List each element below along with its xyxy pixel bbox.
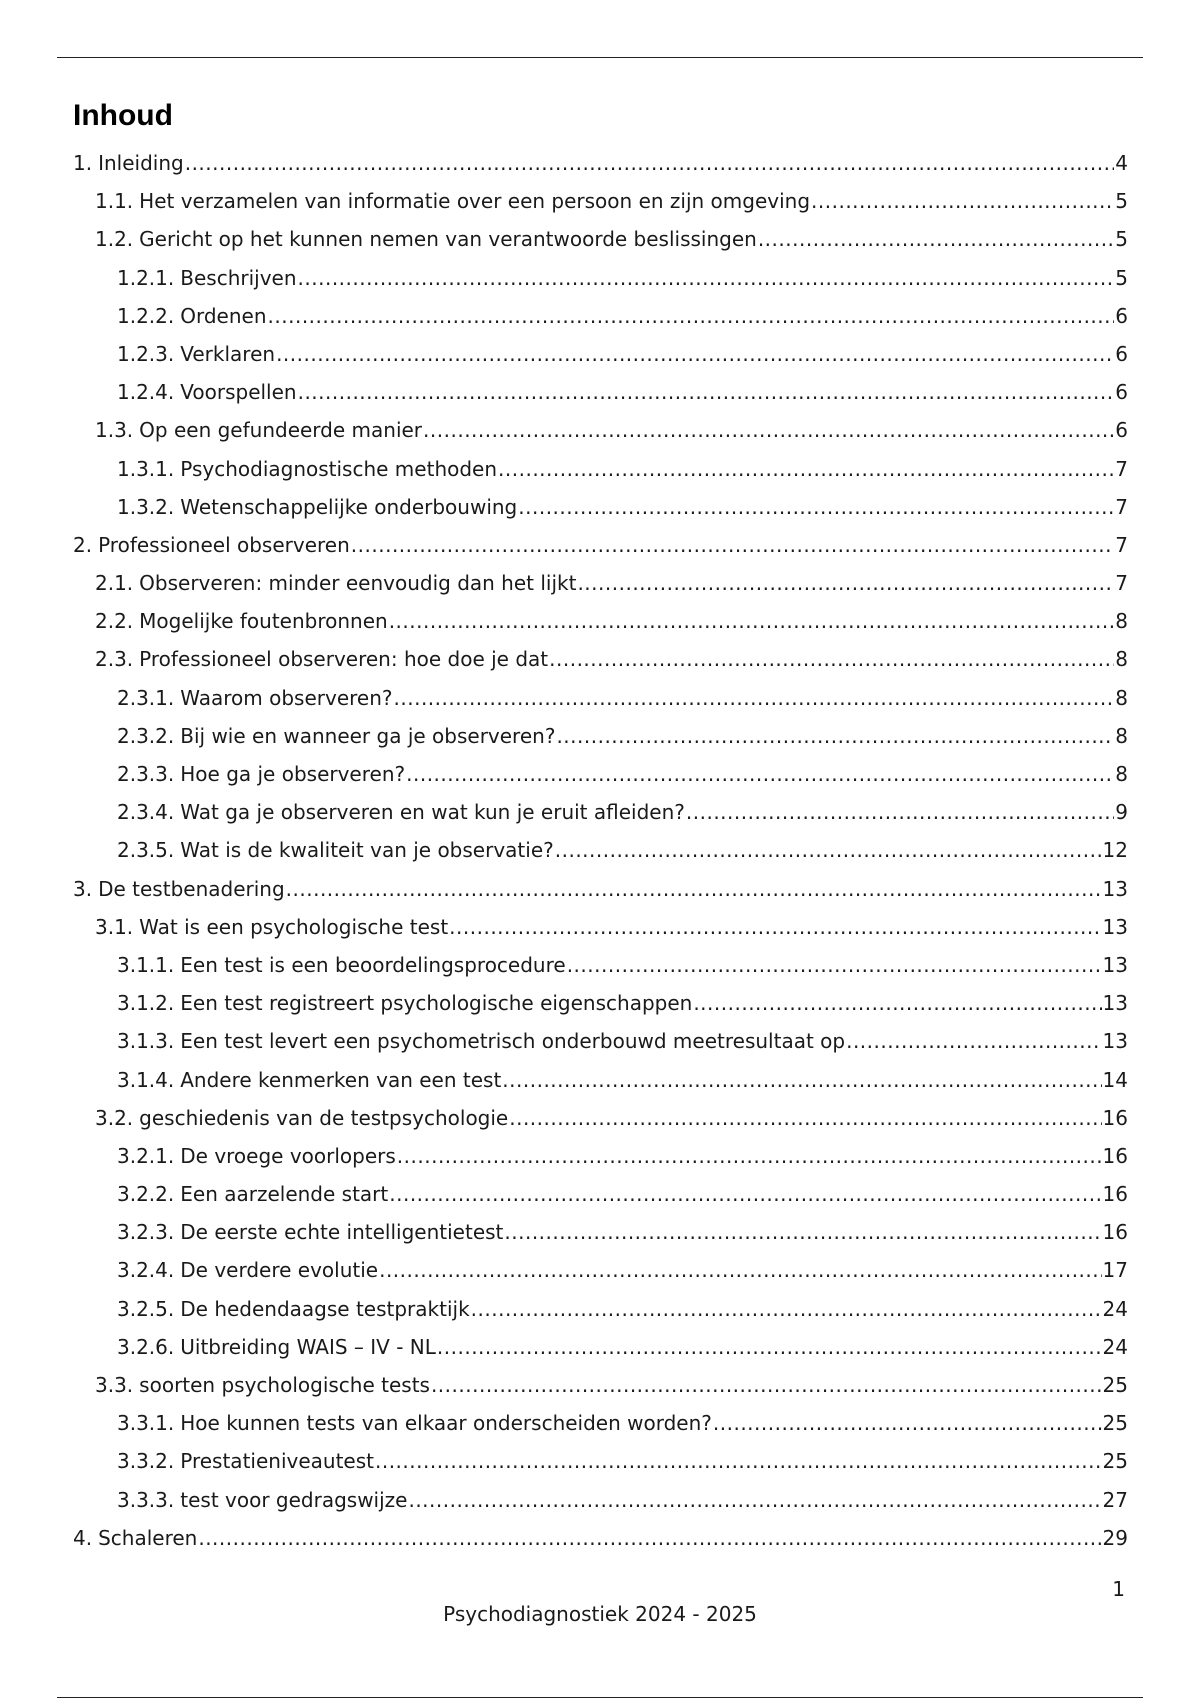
toc-dot-leader [198, 1519, 1101, 1557]
toc-entry-page: 7 [1115, 456, 1128, 481]
toc-entry-title: test voor gedragswijze [180, 1487, 408, 1512]
toc-entry-page: 5 [1115, 265, 1128, 290]
toc-entry-page: 8 [1115, 685, 1128, 710]
toc-entry[interactable] [73, 1328, 1128, 1366]
toc-entry[interactable] [73, 1404, 1128, 1442]
toc-entry-number: 3.1.3. [117, 1029, 175, 1054]
toc-entry-number: 1.2. [95, 227, 134, 252]
toc-entry-page: 5 [1115, 227, 1128, 252]
toc-entry-page: 4 [1115, 151, 1128, 175]
toc-entry-number: 3.1.1. [117, 952, 175, 977]
toc-entry-title: Hoe ga je observeren? [180, 762, 406, 786]
toc-entry-number: 3.3.1. [117, 1411, 175, 1436]
toc-entry[interactable] [73, 526, 1128, 564]
toc-entry-page: 9 [1115, 800, 1128, 825]
toc-entry-number: 2.3.1. [117, 685, 175, 710]
toc-dot-leader [406, 755, 1114, 793]
toc-entry-title: De eerste echte intelligentietest [180, 1220, 504, 1245]
toc-entry[interactable] [73, 564, 1128, 602]
toc-entry-number: 3.1.4. [117, 1067, 175, 1092]
toc-entry-number: 3.2.3. [117, 1220, 175, 1245]
toc-entry-number: 3.1. [95, 914, 134, 939]
toc-entry-title: Ordenen [180, 303, 267, 328]
toc-entry[interactable] [73, 373, 1128, 411]
toc-entry-page: 12 [1102, 838, 1128, 863]
toc-entry-number: 1.2.3. [117, 341, 175, 366]
toc-entry-title: Prestatieniveautest [180, 1449, 374, 1474]
toc-entry[interactable] [73, 182, 1128, 220]
toc-entry[interactable] [73, 1442, 1128, 1480]
toc-dot-leader [268, 297, 1115, 335]
toc-entry-page: 13 [1102, 876, 1128, 901]
toc-dot-leader [567, 946, 1102, 984]
toc-entry-number: 2.2. [95, 609, 134, 634]
toc-dot-leader [846, 1022, 1101, 1060]
toc-entry-number: 3.2.1. [117, 1143, 175, 1168]
toc-entry-page: 25 [1102, 1373, 1128, 1397]
toc-entry-page: 6 [1115, 341, 1128, 366]
toc-entry-page: 8 [1115, 762, 1128, 786]
toc-entry[interactable] [73, 908, 1128, 946]
toc-dot-leader [555, 831, 1102, 869]
toc-entry[interactable] [73, 297, 1128, 335]
toc-entry-page: 13 [1102, 1029, 1128, 1054]
toc-entry-page: 13 [1102, 952, 1128, 977]
toc-entry-page: 24 [1102, 1296, 1128, 1321]
toc-dot-leader [423, 411, 1114, 449]
toc-entry-number: 3.3.2. [117, 1449, 175, 1474]
toc-dot-leader [389, 602, 1115, 640]
toc-dot-leader [549, 640, 1114, 678]
toc-entry-page: 7 [1115, 571, 1128, 596]
toc-entry-number: 2.3.5. [117, 838, 175, 863]
toc-entry-title: Schaleren [98, 1525, 198, 1550]
toc-entry-page: 16 [1102, 1220, 1128, 1245]
toc-dot-leader [502, 1061, 1101, 1099]
toc-entry-title: De verdere evolutie [180, 1258, 379, 1283]
toc-entry-title: Beschrijven [180, 265, 297, 290]
toc-entry-page: 8 [1115, 723, 1128, 748]
toc-entry-title: Observeren: minder eenvoudig dan het lijkt [139, 571, 577, 596]
toc-dot-leader [518, 488, 1114, 526]
toc-entry-number: 1.3.1. [117, 456, 175, 481]
toc-dot-leader [686, 793, 1114, 831]
toc-entry-page: 6 [1115, 303, 1128, 328]
toc-entry-title: Voorspellen [180, 380, 297, 405]
toc-entry-title: Op een gefundeerde manier [139, 418, 423, 443]
toc-dot-leader [758, 220, 1114, 258]
toc-entry-title: De testbenadering [98, 876, 285, 901]
toc-dot-leader [498, 450, 1114, 488]
toc-dot-leader [556, 717, 1114, 755]
toc-entry-title: Professioneel observeren [98, 532, 350, 557]
toc-entry-number: 2.3.2. [117, 723, 175, 748]
toc-dot-leader [389, 1175, 1101, 1213]
toc-entry[interactable] [73, 717, 1128, 755]
toc-entry-title: Wat is een psychologische test [139, 914, 449, 939]
toc-dot-leader [351, 526, 1114, 564]
toc-entry-title: Hoe kunnen tests van elkaar onderscheiden worden? [180, 1411, 712, 1436]
toc-entry-number: 3.2. [95, 1105, 134, 1130]
toc-entry[interactable] [73, 411, 1128, 449]
toc-dot-leader [298, 259, 1115, 297]
toc-entry[interactable] [73, 1061, 1128, 1099]
toc-entry-title: Een test registreert psychologische eigenschappen [180, 991, 693, 1016]
toc-entry-page: 16 [1102, 1105, 1128, 1130]
toc-entry-number: 2.3. [95, 647, 134, 672]
toc-title: Inhoud [73, 99, 173, 132]
toc-entry-page: 13 [1102, 914, 1128, 939]
toc-entry-number: 1.2.4. [117, 380, 175, 405]
toc-entry[interactable] [73, 1251, 1128, 1289]
toc-entry-page: 25 [1102, 1449, 1128, 1474]
toc-dot-leader [286, 870, 1102, 908]
toc-entry[interactable] [73, 946, 1128, 984]
toc-entry-number: 4. [73, 1525, 93, 1550]
toc-entry-title: Professioneel observeren: hoe doe je dat [139, 647, 549, 672]
toc-entry-page: 14 [1102, 1067, 1128, 1092]
toc-entry-page: 7 [1115, 532, 1128, 557]
toc-entry-title: De vroege voorlopers [180, 1143, 396, 1168]
toc-entry-number: 1.3. [95, 418, 134, 443]
toc-entry[interactable] [73, 640, 1128, 678]
toc-entry-title: Een test is een beoordelingsprocedure [180, 952, 566, 977]
toc-entry[interactable] [73, 450, 1128, 488]
toc-dot-leader [504, 1213, 1101, 1251]
toc-entry-title: Gericht op het kunnen nemen van verantwoorde beslissingen [139, 227, 757, 252]
toc-entry-number: 3.1.2. [117, 991, 175, 1016]
toc-entry-number: 3.3. [95, 1373, 134, 1397]
toc-entry-number: 1.1. [95, 189, 134, 214]
toc-entry[interactable] [73, 220, 1128, 258]
toc-entry-page: 16 [1102, 1143, 1128, 1168]
toc-entry[interactable] [73, 1022, 1128, 1060]
header-rule [57, 57, 1143, 58]
toc-dot-leader [577, 564, 1114, 602]
footer-title: Psychodiagnostiek 2024 - 2025 [443, 1602, 757, 1626]
toc-entry-title: geschiedenis van de testpsychologie [139, 1105, 509, 1130]
toc-entry[interactable] [73, 1099, 1128, 1137]
footer-rule [57, 1697, 1143, 1698]
toc-dot-leader [408, 1481, 1101, 1519]
toc-entry-number: 3. [73, 876, 93, 901]
toc-entry-number: 1.3.2. [117, 494, 175, 519]
toc-entry-title: Inleiding [98, 151, 184, 175]
toc-entry[interactable] [73, 1175, 1128, 1213]
toc-entry[interactable] [73, 679, 1128, 717]
toc-entry-page: 8 [1115, 647, 1128, 672]
toc-entry[interactable] [73, 1481, 1128, 1519]
toc-dot-leader [471, 1290, 1102, 1328]
toc-entry[interactable] [73, 1137, 1128, 1175]
toc-entry-page: 13 [1102, 991, 1128, 1016]
toc-dot-leader [379, 1251, 1101, 1289]
toc-dot-leader [431, 1366, 1102, 1404]
toc-entry[interactable] [73, 488, 1128, 526]
toc-entry-number: 2.3.3. [117, 762, 175, 786]
toc-dot-leader [693, 984, 1101, 1022]
toc-entry-title: Een aarzelende start [180, 1182, 389, 1207]
toc-dot-leader [449, 908, 1101, 946]
toc-entry[interactable] [73, 1366, 1128, 1404]
toc-entry[interactable] [73, 1519, 1128, 1557]
toc-entry-page: 25 [1102, 1411, 1128, 1436]
toc-entry-number: 1. [73, 151, 93, 175]
toc-entry[interactable] [73, 259, 1128, 297]
toc-entry-number: 3.2.5. [117, 1296, 175, 1321]
toc-entry-number: 1.2.1. [117, 265, 175, 290]
toc-dot-leader [375, 1442, 1102, 1480]
toc-entry[interactable] [73, 755, 1128, 793]
toc-entry-title: Bij wie en wanneer ga je observeren? [180, 723, 556, 748]
toc-entry-page: 24 [1102, 1334, 1128, 1359]
toc-dot-leader [437, 1328, 1102, 1366]
toc-entry-number: 3.2.6. [117, 1334, 175, 1359]
toc-dot-leader [509, 1099, 1101, 1137]
toc-entry-page: 29 [1102, 1525, 1128, 1550]
table-of-contents [73, 144, 1128, 1557]
toc-entry-number: 3.3.3. [117, 1487, 175, 1512]
toc-dot-leader [276, 335, 1114, 373]
toc-entry[interactable] [73, 870, 1128, 908]
toc-entry-page: 27 [1102, 1487, 1128, 1512]
toc-entry-title: Wat ga je observeren en wat kun je eruit afleiden? [180, 800, 685, 825]
toc-entry-title: Wetenschappelijke onderbouwing [180, 494, 518, 519]
toc-entry[interactable] [73, 602, 1128, 640]
toc-entry-page: 16 [1102, 1182, 1128, 1207]
toc-entry-page: 17 [1102, 1258, 1128, 1283]
toc-entry-title: Psychodiagnostische methoden [180, 456, 498, 481]
toc-entry[interactable] [73, 1290, 1128, 1328]
toc-entry[interactable] [73, 984, 1128, 1022]
toc-entry-number: 3.2.2. [117, 1182, 175, 1207]
toc-entry-page: 5 [1115, 189, 1128, 214]
toc-entry-page: 7 [1115, 494, 1128, 519]
toc-dot-leader [713, 1404, 1102, 1442]
page-number: 1 [1112, 1577, 1125, 1601]
toc-entry-number: 1.2.2. [117, 303, 175, 328]
toc-entry-title: Mogelijke foutenbronnen [139, 609, 388, 634]
toc-dot-leader [394, 679, 1115, 717]
toc-dot-leader [397, 1137, 1102, 1175]
toc-entry-title: Wat is de kwaliteit van je observatie? [180, 838, 554, 863]
toc-entry[interactable] [73, 335, 1128, 373]
toc-entry-number: 2.1. [95, 571, 134, 596]
toc-entry-title: Uitbreiding WAIS – IV - NL [180, 1334, 436, 1359]
toc-entry-number: 2. [73, 532, 93, 557]
toc-entry-title: Een test levert een psychometrisch onderbouwd meetresultaat op [180, 1029, 846, 1054]
toc-dot-leader [298, 373, 1115, 411]
toc-entry-title: Het verzamelen van informatie over een persoon en zijn omgeving [139, 189, 811, 214]
toc-entry-title: De hedendaagse testpraktijk [180, 1296, 470, 1321]
toc-entry-page: 6 [1115, 418, 1128, 443]
toc-entry-title: soorten psychologische tests [139, 1373, 430, 1397]
toc-entry-title: Andere kenmerken van een test [180, 1067, 502, 1092]
toc-dot-leader [185, 144, 1115, 182]
toc-entry[interactable] [73, 831, 1128, 869]
toc-entry-number: 3.2.4. [117, 1258, 175, 1283]
toc-entry-page: 8 [1115, 609, 1128, 634]
toc-entry-page: 6 [1115, 380, 1128, 405]
toc-entry[interactable] [73, 1213, 1128, 1251]
toc-entry-title: Waarom observeren? [180, 685, 393, 710]
toc-entry[interactable] [73, 793, 1128, 831]
toc-entry[interactable] [73, 144, 1128, 182]
toc-dot-leader [811, 182, 1114, 220]
toc-entry-title: Verklaren [180, 341, 276, 366]
toc-entry-number: 2.3.4. [117, 800, 175, 825]
